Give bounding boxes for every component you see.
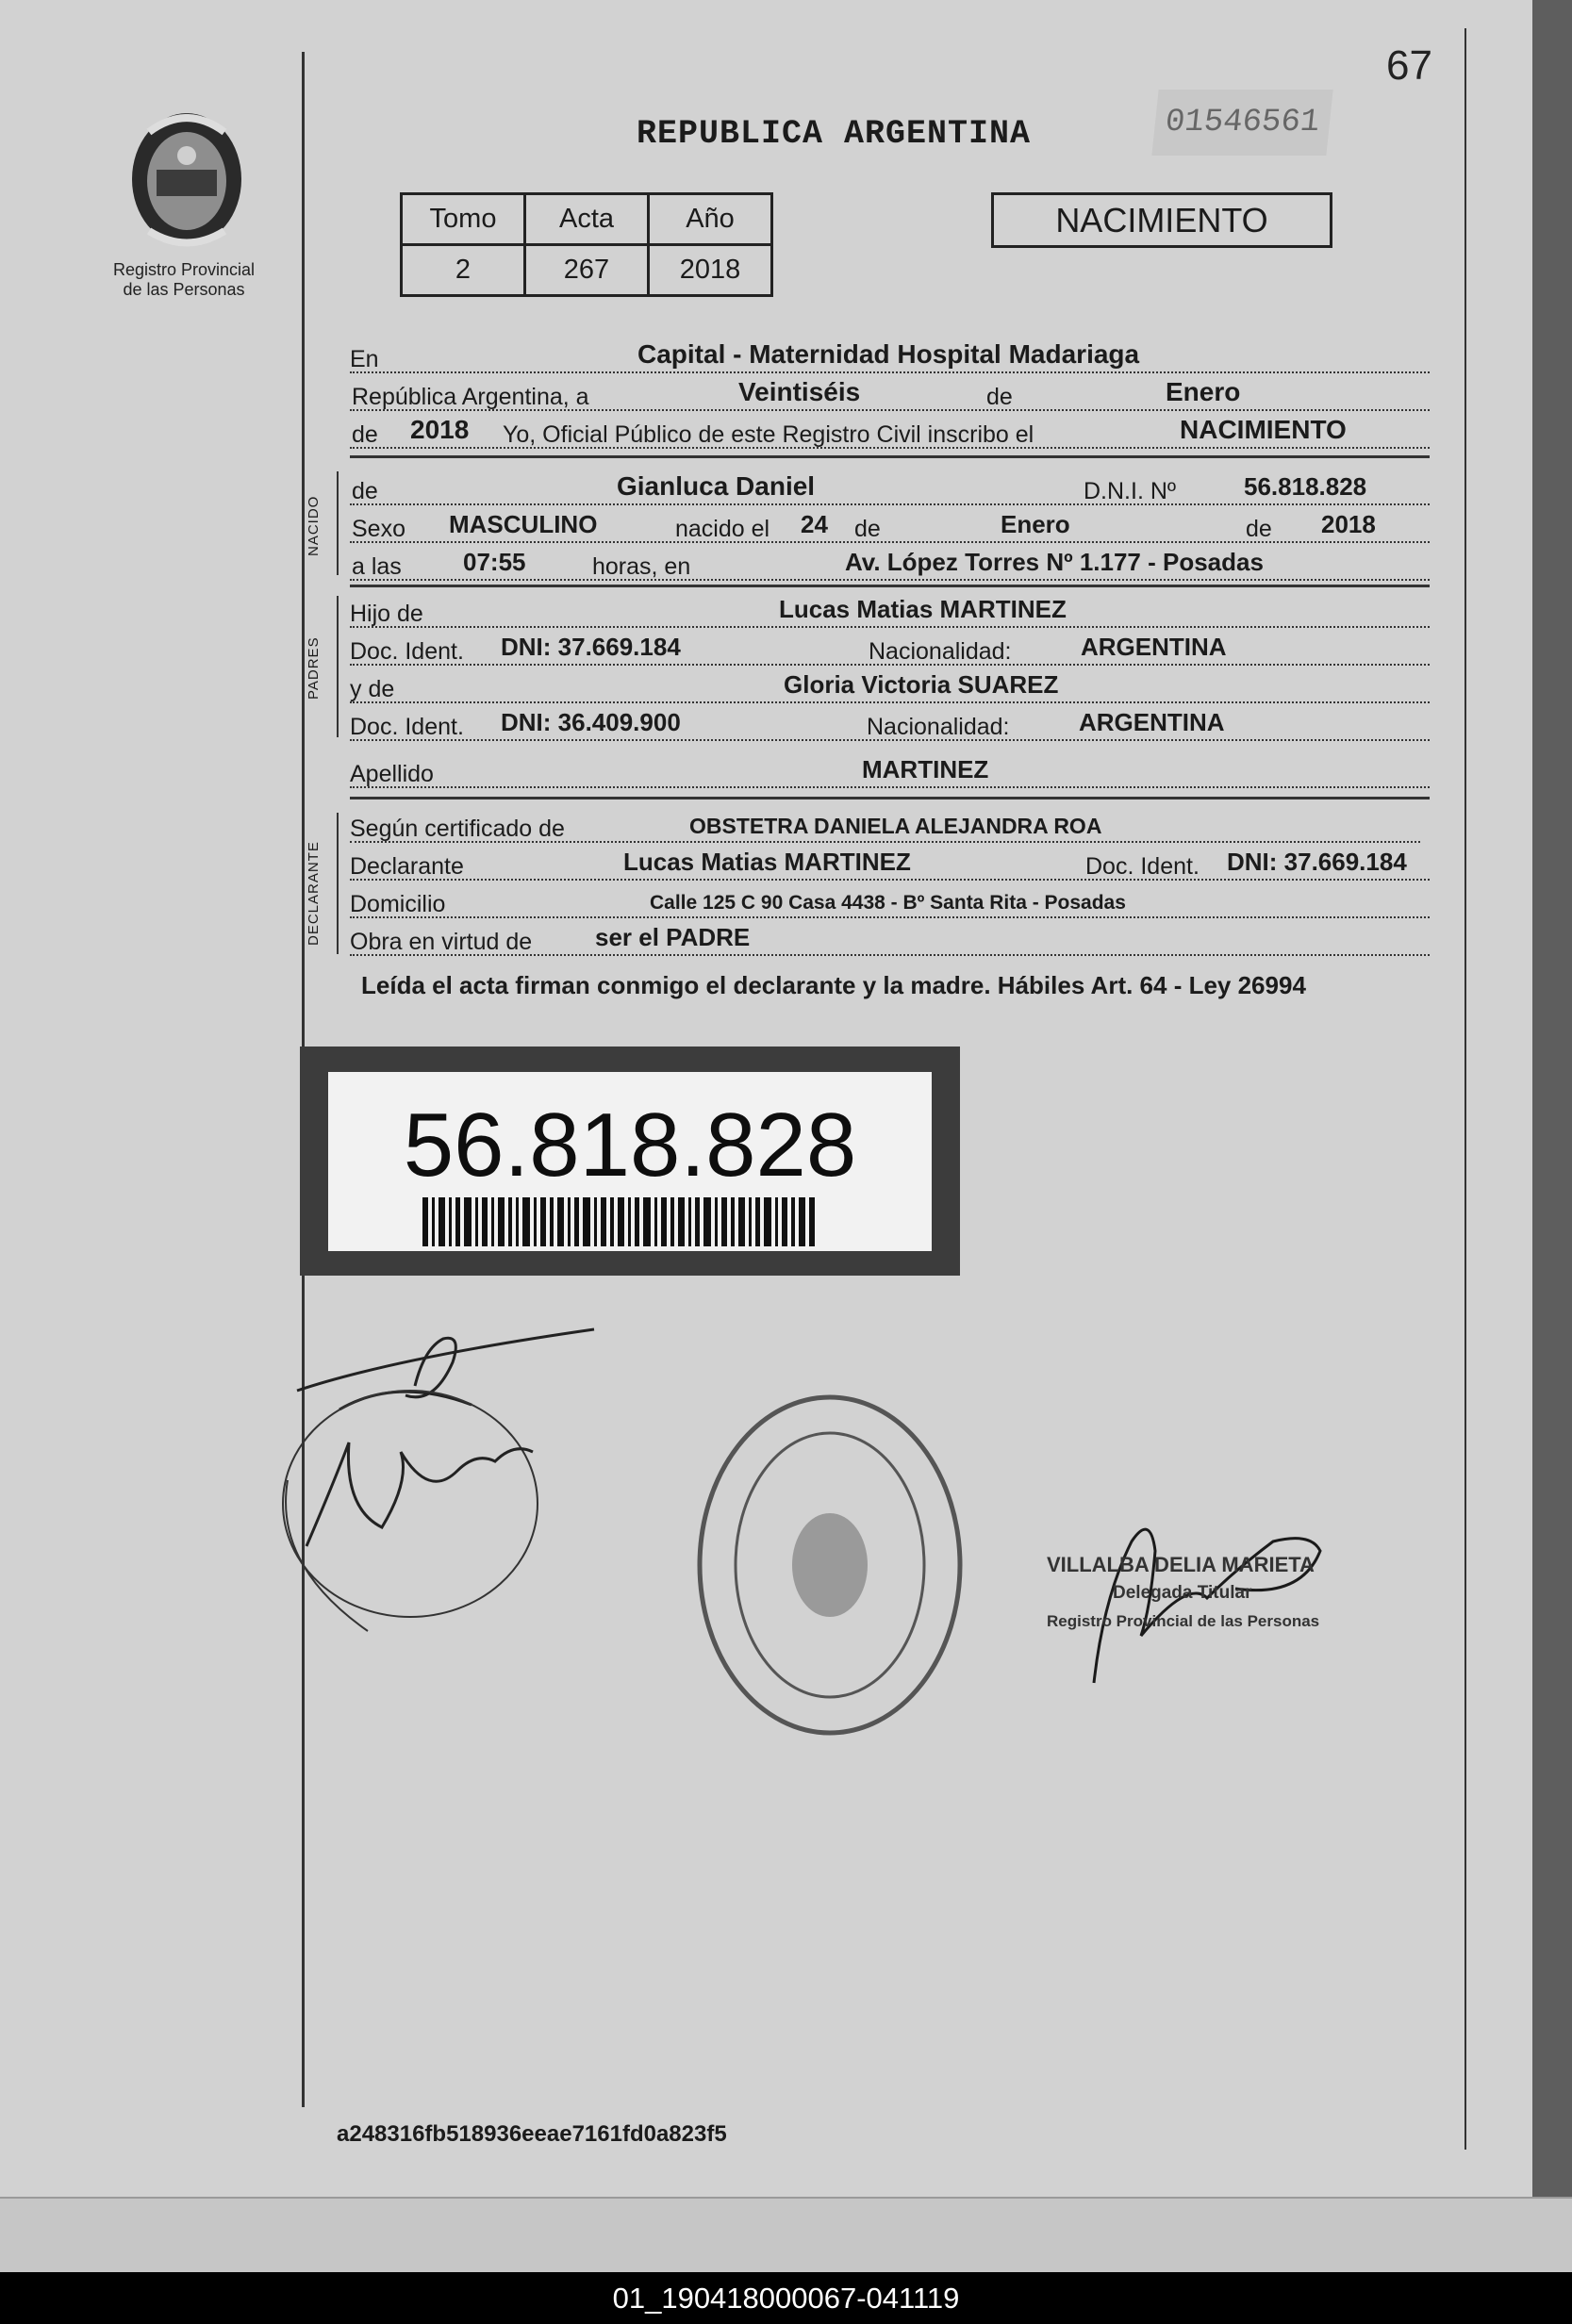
row-apellido <box>350 754 1430 788</box>
value-hora: 07:55 <box>463 548 526 576</box>
dni-barcode <box>422 1197 819 1246</box>
value-nac-anio: 2018 <box>1321 510 1376 538</box>
table-value-acta: 267 <box>525 245 649 296</box>
value-nac-mes: Enero <box>1001 510 1070 538</box>
label-de-nombre: de <box>352 478 378 504</box>
legal-note: Leída el acta firman conmigo el declarante y la madre. Hábiles Art. 64 - Ley 26994 <box>361 971 1306 999</box>
value-domicilio: Calle 125 C 90 Casa 4438 - Bº Santa Rita - Posadas <box>650 892 1126 914</box>
registry-caption <box>90 260 278 300</box>
label-republica: República Argentina, a <box>352 384 589 410</box>
value-certificado: OBSTETRA DANIELA ALEJANDRA ROA <box>689 814 1102 838</box>
label-domicilio: Domicilio <box>350 891 446 917</box>
right-margin-line <box>1464 28 1466 2150</box>
label-de-mes: de <box>854 516 881 542</box>
row-segun <box>350 809 1420 843</box>
value-madre-nac: ARGENTINA <box>1079 708 1225 736</box>
value-padre-doc: DNI: 37.669.184 <box>501 633 681 661</box>
table-header-ano: Año <box>649 194 772 245</box>
label-de-ano: de <box>1246 516 1272 542</box>
nacido-sidebar <box>337 471 339 575</box>
value-padre: Lucas Matias MARTINEZ <box>779 595 1067 623</box>
row-republica <box>350 377 1430 411</box>
label-de: de <box>986 384 1013 410</box>
value-dni: 56.818.828 <box>1244 472 1367 501</box>
value-obra: ser el PADRE <box>595 923 751 951</box>
document-hash: a248316fb518936eeae7161fd0a823f5 <box>337 2121 727 2147</box>
label-yo: Yo, Oficial Público de este Registro Civil inscribo el <box>503 421 1034 448</box>
table-header-acta: Acta <box>525 194 649 245</box>
value-declarante-doc: DNI: 37.669.184 <box>1227 848 1407 876</box>
value-lugar-nac: Av. López Torres Nº 1.177 - Posadas <box>845 548 1264 576</box>
row-nombre <box>350 471 1430 505</box>
declarante-sidebar <box>337 813 339 954</box>
registry-caption-line-1: Registro Provincial <box>112 260 256 279</box>
serial-number: 01546561 <box>1151 90 1332 156</box>
label-de-year: de <box>352 421 378 448</box>
row-declarante <box>350 847 1430 881</box>
row-y-de <box>350 669 1430 703</box>
label-nacionalidad-2: Nacionalidad: <box>867 714 1010 740</box>
label-declarante: Declarante <box>350 853 464 880</box>
table-header-tomo: Tomo <box>402 194 525 245</box>
table-value-tomo: 2 <box>402 245 525 296</box>
label-a-las: a las <box>352 553 402 580</box>
side-label-padres: PADRES <box>306 636 322 700</box>
value-sexo: MASCULINO <box>449 510 598 538</box>
footer-id-bar: 01_190418000067-041119 <box>0 2272 1572 2324</box>
value-declarante: Lucas Matias MARTINEZ <box>623 848 911 876</box>
label-en: En <box>350 346 379 372</box>
tomo-acta-ano-table <box>400 192 773 297</box>
label-doc-ident-3: Doc. Ident. <box>1085 853 1200 880</box>
official-title: Delegada Titular <box>1113 1583 1252 1603</box>
row-hora <box>350 547 1430 581</box>
province-logo <box>121 104 253 255</box>
value-anio: 2018 <box>410 415 470 444</box>
row-hijo-de <box>350 594 1430 628</box>
label-y-de: y de <box>350 676 395 702</box>
dni-label-number: 56.818.828 <box>403 1095 857 1195</box>
side-label-declarante: DECLARANTE <box>306 841 322 946</box>
act-type-box: NACIMIENTO <box>991 192 1332 248</box>
section-divider-1 <box>350 455 1430 458</box>
section-divider-2 <box>350 585 1430 587</box>
label-obra: Obra en virtud de <box>350 929 533 955</box>
value-dia: Veintiséis <box>738 377 861 406</box>
label-horas-en: horas, en <box>592 553 691 580</box>
official-office: Registro Provincial de las Personas <box>1047 1612 1320 1630</box>
row-domicilio <box>350 884 1430 918</box>
underlying-page-edge <box>0 2197 1572 2274</box>
padres-sidebar <box>337 596 339 737</box>
value-mes: Enero <box>1166 377 1241 406</box>
value-acto: NACIMIENTO <box>1180 415 1347 444</box>
signature-madre <box>278 1386 552 1631</box>
row-obra <box>350 922 1430 956</box>
row-sexo <box>350 509 1430 543</box>
row-madre-doc <box>350 707 1430 741</box>
value-lugar: Capital - Maternidad Hospital Madariaga <box>637 339 1140 369</box>
label-sexo: Sexo <box>352 516 405 542</box>
label-apellido: Apellido <box>350 761 434 787</box>
table-value-ano: 2018 <box>649 245 772 296</box>
official-name: VILLALBA DELIA MARIETA <box>1047 1553 1315 1576</box>
value-apellido: MARTINEZ <box>862 755 989 783</box>
label-nacionalidad-1: Nacionalidad: <box>869 638 1012 665</box>
label-nacido-el: nacido el <box>675 516 770 542</box>
label-doc-ident-1: Doc. Ident. <box>350 638 464 665</box>
value-madre: Gloria Victoria SUAREZ <box>784 670 1059 699</box>
section-divider-3 <box>350 797 1430 799</box>
row-en <box>350 339 1430 373</box>
registry-caption-line-2: de las Personas <box>123 280 245 299</box>
value-nac-dia: 24 <box>801 510 828 538</box>
row-padre-doc <box>350 632 1430 666</box>
value-madre-doc: DNI: 36.409.900 <box>501 708 681 736</box>
document-title: REPUBLICA ARGENTINA <box>637 115 1032 153</box>
row-year <box>350 415 1430 449</box>
value-nombre: Gianluca Daniel <box>617 471 816 501</box>
label-dni-no: D.N.I. Nº <box>1084 478 1177 504</box>
label-hijo-de: Hijo de <box>350 601 423 627</box>
label-doc-ident-2: Doc. Ident. <box>350 714 464 740</box>
official-round-stamp <box>693 1391 967 1739</box>
label-segun: Según certificado de <box>350 816 565 842</box>
side-label-nacido: NACIDO <box>306 495 322 556</box>
page-number: 67 <box>1386 42 1432 89</box>
value-padre-nac: ARGENTINA <box>1081 633 1227 661</box>
official-stamp <box>1047 1551 1319 1636</box>
